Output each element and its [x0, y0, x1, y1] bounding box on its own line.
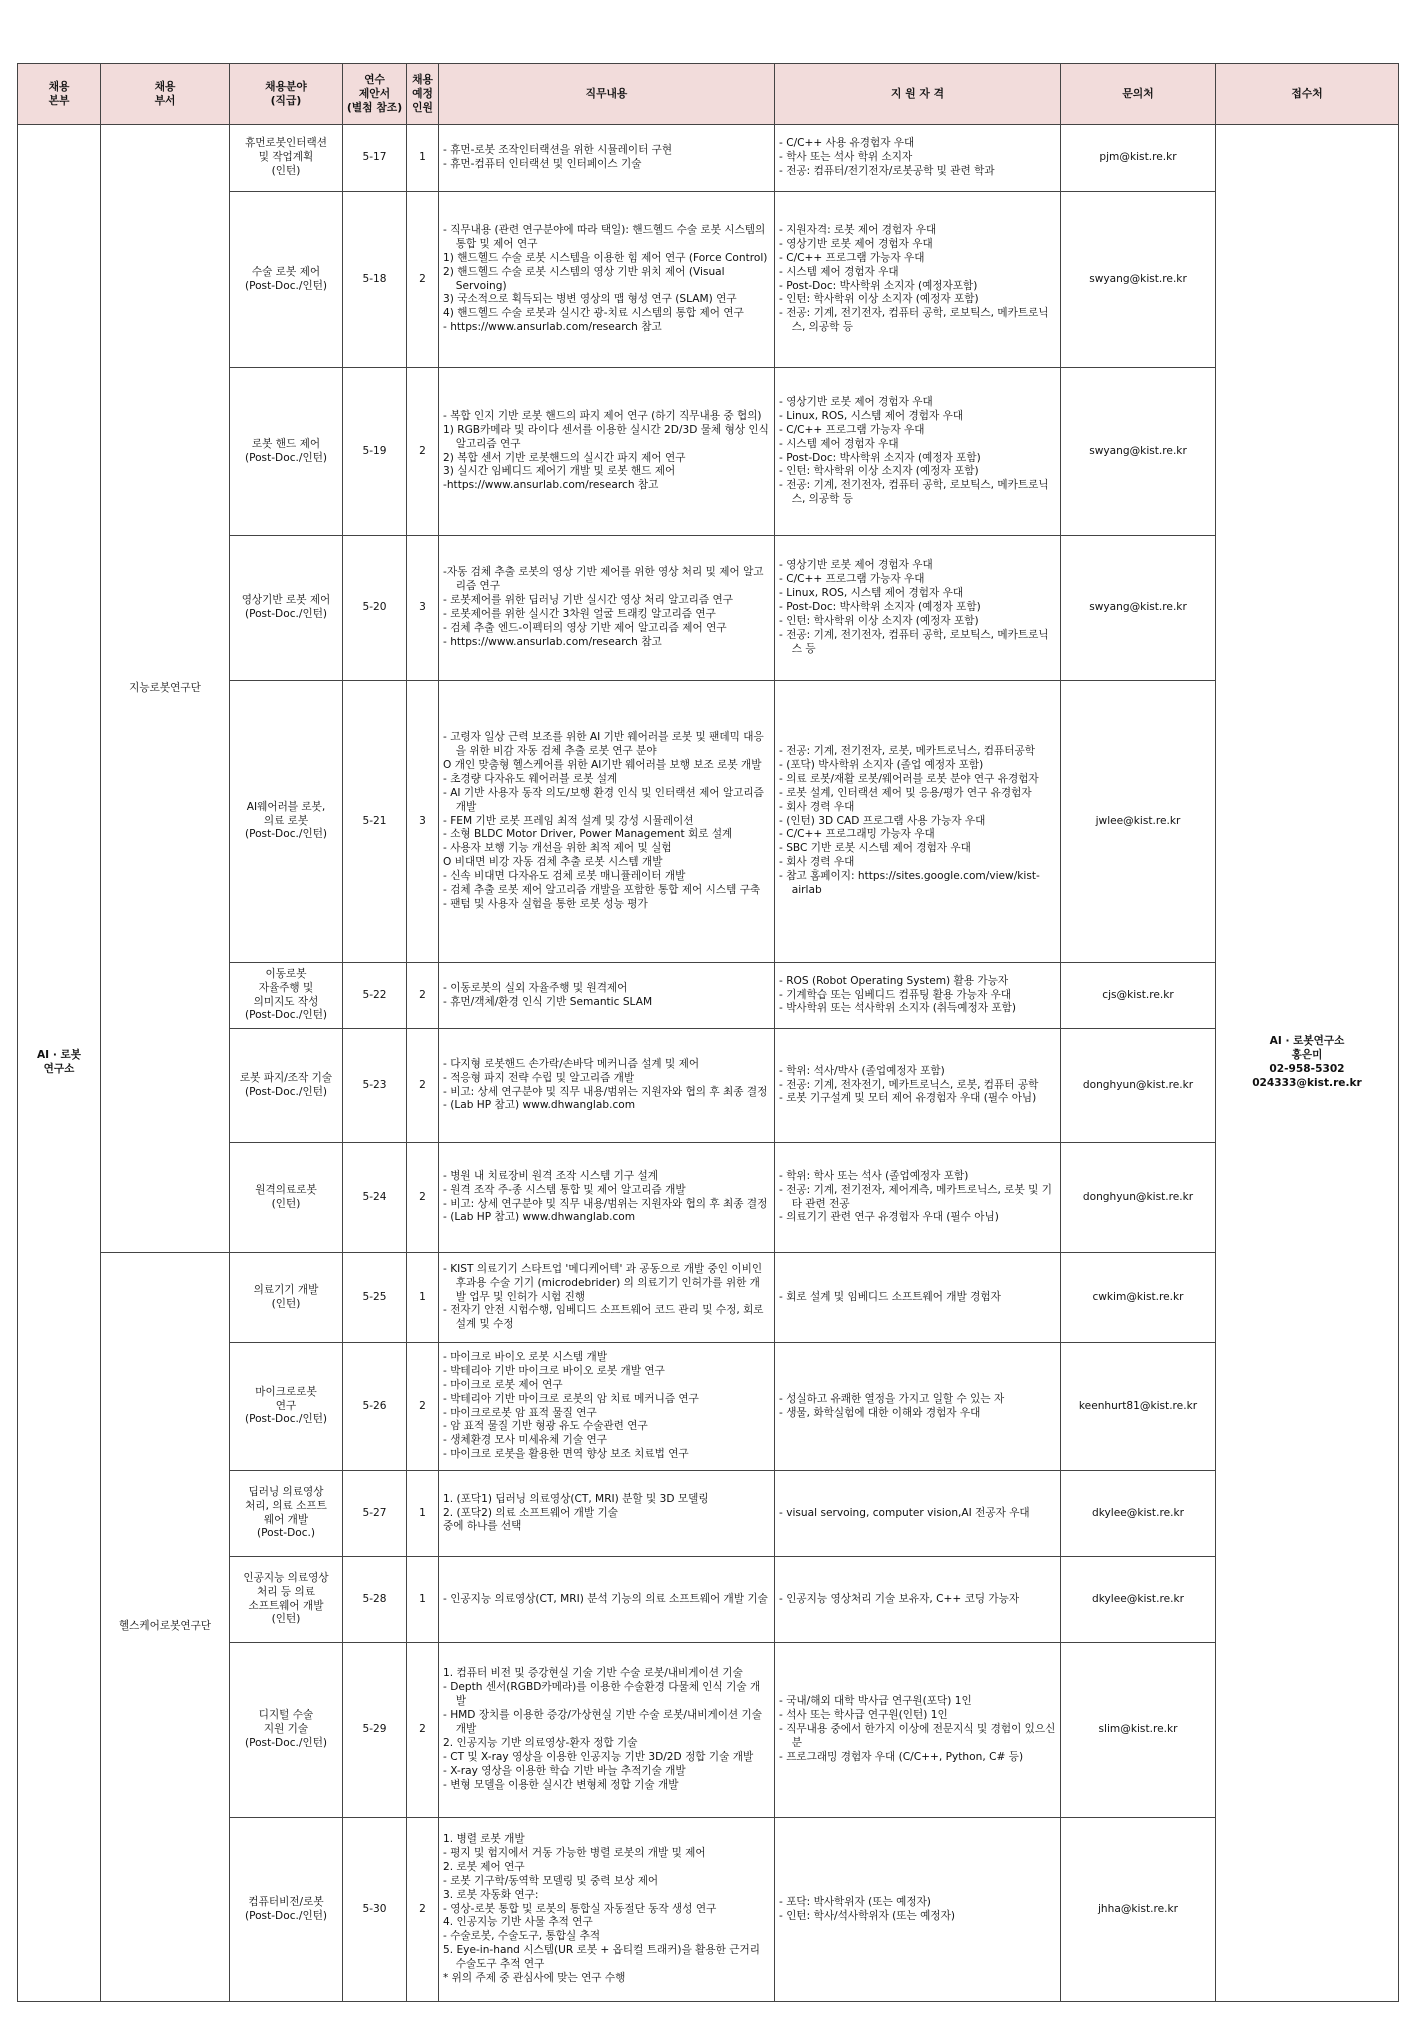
contact-cell: jhha@kist.re.kr	[1061, 1818, 1216, 2002]
duty-cell-line: - 평지 및 험지에서 거동 가능한 병렬 로봇의 개발 및 제어	[443, 1846, 706, 1859]
field-cell: AI웨어러블 로봇, 의료 로봇 (Post-Doc./인턴)	[230, 681, 343, 963]
count-cell: 2	[407, 963, 439, 1029]
qual-cell	[775, 536, 1061, 681]
duty-cell-line: 5. Eye-in-hand 시스템(UR 로봇 + 옵티컬 트래커)을 활용한 근거리 수술도구 추적 연구	[443, 1944, 760, 1971]
duty-cell-line: - 소형 BLDC Motor Driver, Power Management 회로 설계	[443, 828, 733, 841]
duty-cell-line: - KIST 의료기기 스타트업 '메디케어텍' 과 공동으로 개발 중인 이비인후과용 수술 기기 (microdebrider) 의 의료기기 인허가를 위한 개발 업무 및 인허가 시험 진행	[443, 1262, 763, 1303]
contact-cell: keenhurt81@kist.re.kr	[1061, 1343, 1216, 1471]
field-cell: 영상기반 로봇 제어 (Post-Doc./인턴)	[230, 536, 343, 681]
table-row	[18, 125, 1399, 192]
duty-cell-line: - 초경량 다자유도 웨어러블 로봇 설계	[443, 772, 618, 785]
duty-cell-line: - 검체 추출 로봇 제어 알고리즘 개발을 포함한 통합 제어 시스템 구축	[443, 884, 761, 897]
count-cell: 3	[407, 681, 439, 963]
duty-cell-line: 2. (포닥2) 의료 소프트웨어 개발 기술	[443, 1506, 618, 1519]
qual-cell-line: - C/C++ 프로그래밍 가능자 우대	[779, 828, 935, 841]
duty-cell-line: - 원격 조작 주-종 시스템 통합 및 제어 알고리즘 개발	[443, 1183, 686, 1196]
qual-cell-line: - 인턴: 학사학위 이상 소지자 (예정자 포함)	[779, 465, 979, 478]
field-cell: 딥러닝 의료영상 처리, 의료 소프트 웨어 개발 (Post-Doc.)	[230, 1471, 343, 1557]
qual-cell-line: - 회사 경력 우대	[779, 856, 855, 869]
qual-cell-line: - 로봇 설계, 인터랙션 제어 및 응용/평가 연구 유경험자	[779, 786, 1032, 799]
qual-cell-line: - 인공지능 영상처리 기술 보유자, C++ 코딩 가능자	[779, 1592, 1020, 1605]
header-code: 연수 제안서 (별첨 참조)	[343, 64, 407, 125]
duty-cell-line: - FEM 기반 로봇 프레임 최적 설계 및 강성 시뮬레이션	[443, 814, 694, 827]
count-cell: 1	[407, 1471, 439, 1557]
duty-cell-line: 3) 실시간 임베디드 제어기 개발 및 로봇 핸드 제어	[443, 465, 676, 478]
duty-cell-line: - 복합 인지 기반 로봇 핸드의 파지 제어 연구 (하기 직무내용 중 협의)	[443, 409, 762, 422]
code-cell: 5-30	[343, 1818, 407, 2002]
contact-cell: cjs@kist.re.kr	[1061, 963, 1216, 1029]
duty-cell	[439, 1143, 775, 1253]
qual-cell-line: - 영상기반 로봇 제어 경험자 우대	[779, 395, 933, 408]
qual-cell-line: - visual servoing, computer vision,AI 전공자 우대	[779, 1506, 1030, 1519]
qual-cell	[775, 1253, 1061, 1343]
count-cell: 3	[407, 536, 439, 681]
field-cell: 의료기기 개발 (인턴)	[230, 1253, 343, 1343]
duty-cell-line: - 마이크로 로봇을 활용한 면역 향상 보조 치료법 연구	[443, 1448, 689, 1461]
qual-cell-line: - 참고 홈페이지: https://sites.google.com/view/kist-airlab	[779, 870, 1040, 897]
qual-cell	[775, 1143, 1061, 1253]
duty-cell-line: - HMD 장치를 이용한 증강/가상현실 기반 수술 로봇/내비게이션 기술 개발	[443, 1709, 763, 1736]
qual-cell-line: - 전공: 기계, 전기전자, 컴퓨터 공학, 로보틱스, 메카트로닉스 등	[779, 628, 1049, 655]
count-cell: 2	[407, 1029, 439, 1143]
duty-cell-line: - 박테리아 기반 마이크로 바이오 로봇 개발 연구	[443, 1364, 665, 1377]
contact-cell: swyang@kist.re.kr	[1061, 368, 1216, 536]
qual-cell-line: - 영상기반 로봇 제어 경험자 우대	[779, 559, 933, 572]
duty-cell-line: - 비고: 상세 연구분야 및 직무 내용/범위는 지원자와 협의 후 최종 결정	[443, 1197, 768, 1210]
duty-cell-line: - Depth 센서(RGBD카메라)를 이용한 수술환경 다물체 인식 기술 개발	[443, 1681, 761, 1708]
field-cell: 로봇 파지/조작 기술 (Post-Doc./인턴)	[230, 1029, 343, 1143]
header-dept: 채용 부서	[101, 64, 230, 125]
duty-cell-line: - 적응형 파지 전략 수립 및 알고리즘 개발	[443, 1071, 635, 1084]
duty-cell	[439, 192, 775, 368]
count-cell: 1	[407, 125, 439, 192]
duty-cell-line: 4) 핸드헬드 수술 로봇과 실시간 광-치료 시스템의 통합 제어 연구	[443, 307, 744, 320]
qual-cell	[775, 368, 1061, 536]
qual-cell	[775, 192, 1061, 368]
qual-cell	[775, 1557, 1061, 1643]
header-contact: 문의처	[1061, 64, 1216, 125]
duty-cell-line: - 휴먼-로봇 조작인터랙션을 위한 시뮬레이터 구현	[443, 144, 673, 157]
code-cell: 5-19	[343, 368, 407, 536]
code-cell: 5-22	[343, 963, 407, 1029]
duty-cell-line: - AI 기반 사용자 동작 의도/보행 환경 인식 및 인터랙션 제어 알고리즘 개발	[443, 786, 764, 813]
qual-cell-line: - 전공: 기계, 전기전자, 제어계측, 메카트로닉스, 로봇 및 기타 관련 전공	[779, 1183, 1052, 1210]
header-qual: 지 원 자 격	[775, 64, 1061, 125]
duty-cell-line: - 사용자 보행 기능 개선을 위한 최적 제어 및 실험	[443, 842, 672, 855]
duty-cell	[439, 125, 775, 192]
duty-cell	[439, 1253, 775, 1343]
qual-cell-line: - 인턴: 학사학위 이상 소지자 (예정자 포함)	[779, 293, 979, 306]
code-cell: 5-25	[343, 1253, 407, 1343]
code-cell: 5-26	[343, 1343, 407, 1471]
qual-cell-line: - 포닥: 박사학위자 (또는 예정자)	[779, 1895, 931, 1908]
duty-cell-line: - 박테리아 기반 마이크로 로봇의 암 치료 메커니즘 연구	[443, 1392, 699, 1405]
code-cell: 5-20	[343, 536, 407, 681]
header-row	[18, 64, 1399, 125]
header-count: 채용 예정 인원	[407, 64, 439, 125]
qual-cell	[775, 1029, 1061, 1143]
receipt-cell: AI · 로봇연구소 홍은미 02-958-5302 024333@kist.re.kr	[1216, 125, 1399, 2002]
dept-cell: 지능로봇연구단	[101, 125, 230, 1253]
qual-cell	[775, 1471, 1061, 1557]
qual-cell-line: - 박사학위 또는 석사학위 소지자 (취득예정자 포함)	[779, 1002, 1016, 1015]
qual-cell	[775, 963, 1061, 1029]
duty-cell-line: 3) 국소적으로 획득되는 병변 영상의 맵 형성 연구 (SLAM) 연구	[443, 293, 737, 306]
qual-cell-line: - 지원자격: 로봇 제어 경험자 우대	[779, 223, 937, 236]
header-field: 채용분야 (직급)	[230, 64, 343, 125]
dept-cell: 헬스케어로봇연구단	[101, 1253, 230, 2002]
duty-cell-line: - 암 표적 물질 기반 형광 유도 수술관련 연구	[443, 1420, 648, 1433]
table-row	[18, 1253, 1399, 1343]
qual-cell-line: - 학사 또는 석사 학위 소지자	[779, 151, 913, 164]
duty-cell	[439, 681, 775, 963]
qual-cell-line: - 전공: 기계, 전기전자, 로봇, 메카트로닉스, 컴퓨터공학	[779, 744, 1035, 757]
duty-cell-line: - 수술로봇, 수술도구, 통합실 추적	[443, 1930, 601, 1943]
duty-cell-line: - (Lab HP 참고) www.dhwanglab.com	[443, 1211, 636, 1224]
contact-cell: donghyun@kist.re.kr	[1061, 1143, 1216, 1253]
duty-cell-line: - https://www.ansurlab.com/research 참고	[443, 321, 662, 334]
qual-cell-line: - 의료 로봇/재활 로봇/웨어러블 로봇 분야 연구 유경험자	[779, 772, 1039, 785]
code-cell: 5-18	[343, 192, 407, 368]
duty-cell-line: - 전자기 안전 시험수행, 임베디드 소프트웨어 코드 관리 및 수정, 회로 설계 및 수정	[443, 1304, 764, 1331]
count-cell: 1	[407, 1557, 439, 1643]
duty-cell-line: 2) 핸드헬드 수술 로봇 시스템의 영상 기반 위치 제어 (Visual Servoing)	[443, 265, 725, 292]
qual-cell	[775, 1818, 1061, 2002]
duty-cell-line: 1) 핸드헬드 수술 로봇 시스템을 이용한 힘 제어 연구 (Force Control)	[443, 251, 768, 264]
duty-cell	[439, 1643, 775, 1818]
qual-cell-line: - Post-Doc: 박사학위 소지자 (예정자 포함)	[779, 451, 981, 464]
qual-cell-line: - 인턴: 학사학위 이상 소지자 (예정자 포함)	[779, 614, 979, 627]
qual-cell-line: - 영상기반 로봇 제어 경험자 우대	[779, 237, 933, 250]
code-cell: 5-21	[343, 681, 407, 963]
duty-cell-line: - X-ray 영상을 이용한 학습 기반 바늘 추적기술 개발	[443, 1764, 686, 1777]
qual-cell-line: - C/C++ 프로그램 가능자 우대	[779, 251, 925, 264]
duty-cell-line: - 로봇제어를 위한 딥러닝 기반 실시간 영상 처리 알고리즘 연구	[443, 594, 733, 607]
duty-cell-line: - 병원 내 치료장비 원격 조작 시스템 기구 설계	[443, 1169, 658, 1182]
code-cell: 5-23	[343, 1029, 407, 1143]
duty-cell	[439, 368, 775, 536]
qual-cell-line: - ROS (Robot Operating System) 활용 가능자	[779, 974, 1009, 987]
duty-cell-line: * 위의 주제 중 관심사에 맞는 연구 수행	[443, 1972, 626, 1985]
job-table	[17, 63, 1399, 2002]
code-cell: 5-24	[343, 1143, 407, 1253]
qual-cell-line: - 직무내용 중에서 한가지 이상에 전문지식 및 경험이 있으신 분	[779, 1723, 1056, 1749]
field-cell: 컴퓨터비전/로봇 (Post-Doc./인턴)	[230, 1818, 343, 2002]
qual-cell	[775, 125, 1061, 192]
contact-cell: swyang@kist.re.kr	[1061, 192, 1216, 368]
header-unit: 채용 본부	[18, 64, 101, 125]
duty-cell-line: - 다지형 로봇핸드 손가락/손바닥 메커니즘 설계 및 제어	[443, 1057, 700, 1070]
qual-cell-line: - 시스템 제어 경험자 우대	[779, 437, 899, 450]
duty-cell-line: - 마이크로 로봇 제어 연구	[443, 1378, 563, 1391]
duty-cell-line: - 휴먼/객체/환경 인식 기반 Semantic SLAM	[443, 995, 653, 1008]
qual-cell-line: - 전공: 기계, 전기전자, 컴퓨터 공학, 로보틱스, 메카트로닉스, 의공학 등	[779, 479, 1049, 506]
field-cell: 로봇 핸드 제어 (Post-Doc./인턴)	[230, 368, 343, 536]
qual-cell-line: - 전공: 기계, 전기전자, 컴퓨터 공학, 로보틱스, 메카트로닉스, 의공학 등	[779, 307, 1049, 334]
field-cell: 휴먼로봇인터랙션 및 작업계획 (인턴)	[230, 125, 343, 192]
duty-cell-line: 3. 로봇 자동화 연구:	[443, 1888, 539, 1901]
duty-cell-line: O 비대면 비강 자동 검체 추출 로봇 시스템 개발	[443, 856, 663, 869]
qual-cell	[775, 1343, 1061, 1471]
duty-cell	[439, 1471, 775, 1557]
field-cell: 수술 로봇 제어 (Post-Doc./인턴)	[230, 192, 343, 368]
qual-cell-line: - 성실하고 유쾌한 열정을 가지고 일할 수 있는 자	[779, 1392, 1005, 1405]
code-cell: 5-29	[343, 1643, 407, 1818]
code-cell: 5-27	[343, 1471, 407, 1557]
duty-cell-line: - 비고: 상세 연구분야 및 직무 내용/범위는 지원자와 협의 후 최종 결정	[443, 1085, 768, 1098]
unit-cell: AI · 로봇 연구소	[18, 125, 101, 2002]
qual-cell-line: - 학위: 석사/박사 (졸업예정자 포함)	[779, 1064, 945, 1077]
duty-cell-line: -자동 검체 추출 로봇의 영상 기반 제어를 위한 영상 처리 및 제어 알고리즘 연구	[443, 566, 764, 593]
duty-cell	[439, 1029, 775, 1143]
header-duty: 직무내용	[439, 64, 775, 125]
qual-cell-line: - SBC 기반 로봇 시스템 제어 경험자 우대	[779, 842, 971, 855]
qual-cell-line: - 생물, 화학실험에 대한 이해와 경험자 우대	[779, 1406, 981, 1419]
duty-cell-line: - 직무내용 (관련 연구분야에 따라 택일): 핸드헬드 수술 로봇 시스템의 통합 및 제어 연구	[443, 223, 766, 250]
duty-cell-line: -https://www.ansurlab.com/research 참고	[443, 479, 659, 492]
duty-cell-line: - 변형 모델을 이용한 실시간 변형체 정합 기술 개발	[443, 1778, 679, 1791]
duty-cell-line: - 로봇제어를 위한 실시간 3차원 얼굴 트래킹 알고리즘 연구	[443, 608, 716, 620]
count-cell: 2	[407, 192, 439, 368]
qual-cell-line: - 인턴: 학사/석사학위자 (또는 예정자)	[779, 1909, 955, 1922]
duty-cell	[439, 1818, 775, 2002]
field-cell: 마이크로로봇 연구 (Post-Doc./인턴)	[230, 1343, 343, 1471]
qual-cell-line: - (포닥) 박사학위 소지자 (졸업 예정자 포함)	[779, 758, 984, 771]
qual-cell-line: - 의료기기 관련 연구 유경험자 우대 (필수 아님)	[779, 1211, 999, 1224]
contact-cell: jwlee@kist.re.kr	[1061, 681, 1216, 963]
qual-cell-line: - 기계학습 또는 임베디드 컴퓨팅 활용 가능자 우대	[779, 988, 1012, 1001]
count-cell: 2	[407, 368, 439, 536]
duty-cell-line: - 검체 추출 엔드-이펙터의 영상 기반 제어 알고리즘 제어 연구	[443, 621, 727, 634]
qual-cell	[775, 681, 1061, 963]
contact-cell: swyang@kist.re.kr	[1061, 536, 1216, 681]
duty-cell-line: - 고령자 일상 근력 보조를 위한 AI 기반 웨어러블 로봇 및 팬데믹 대응을 위한 비감 자동 검체 추출 로봇 연구 분야	[443, 730, 764, 757]
qual-cell-line: - Linux, ROS, 시스템 제어 경험자 우대	[779, 587, 964, 600]
duty-cell	[439, 536, 775, 681]
duty-cell-line: O 개인 맞춤형 헬스케어를 위한 AI기반 웨어러블 보행 보조 로봇 개발	[443, 758, 762, 771]
qual-cell-line: - Linux, ROS, 시스템 제어 경험자 우대	[779, 409, 964, 422]
qual-cell-line: - C/C++ 사용 유경험자 우대	[779, 137, 915, 150]
duty-cell-line: - (Lab HP 참고) www.dhwanglab.com	[443, 1099, 636, 1112]
duty-cell-line: 2) 복합 센서 기반 로봇핸드의 실시간 파지 제어 연구	[443, 451, 686, 464]
contact-cell: dkylee@kist.re.kr	[1061, 1471, 1216, 1557]
duty-cell	[439, 1557, 775, 1643]
count-cell: 1	[407, 1253, 439, 1343]
count-cell: 2	[407, 1818, 439, 2002]
count-cell: 2	[407, 1143, 439, 1253]
field-cell: 원격의료로봇 (인턴)	[230, 1143, 343, 1253]
field-cell: 인공지능 의료영상 처리 등 의료 소프트웨어 개발 (인턴)	[230, 1557, 343, 1643]
duty-cell-line: - 이동로봇의 실외 자율주행 및 원격제어	[443, 981, 628, 994]
duty-cell-line: - https://www.ansurlab.com/research 참고	[443, 635, 662, 648]
duty-cell-line: - 인공지능 의료영상(CT, MRI) 분석 기능의 의료 소프트웨어 개발 기술	[443, 1592, 768, 1605]
contact-cell: slim@kist.re.kr	[1061, 1643, 1216, 1818]
duty-cell	[439, 1343, 775, 1471]
contact-cell: cwkim@kist.re.kr	[1061, 1253, 1216, 1343]
duty-cell-line: - 로봇 기구학/동역학 모델링 및 중력 보상 제어	[443, 1874, 659, 1887]
duty-cell-line: 1. (포닥1) 딥러닝 의료영상(CT, MRI) 분할 및 3D 모델링	[443, 1492, 709, 1505]
qual-cell-line: - (인턴) 3D CAD 프로그램 사용 가능자 우대	[779, 814, 986, 827]
duty-cell	[439, 963, 775, 1029]
code-cell: 5-17	[343, 125, 407, 192]
duty-cell-line: - 생체환경 모사 미세유체 기술 연구	[443, 1434, 607, 1447]
qual-cell-line: - 프로그래밍 경험자 우대 (C/C++, Python, C# 등)	[779, 1750, 1024, 1763]
header-receipt: 접수처	[1216, 64, 1399, 125]
duty-cell-line: - 영상-로봇 통합 및 로봇의 통합실 자동절단 동작 생성 연구	[443, 1902, 717, 1915]
duty-cell-line: 2. 로봇 제어 연구	[443, 1860, 525, 1873]
qual-cell-line: - 시스템 제어 경험자 우대	[779, 265, 899, 278]
qual-cell-line: - 회로 설계 및 임베디드 소프트웨어 개발 경험자	[779, 1290, 1001, 1303]
qual-cell-line: - 전공: 컴퓨터/전기전자/로봇공학 및 관련 학과	[779, 164, 995, 177]
duty-cell-line: 1. 컴퓨터 비전 및 증강현실 기술 기반 수술 로봇/내비게이션 기술	[443, 1667, 743, 1680]
contact-cell: dkylee@kist.re.kr	[1061, 1557, 1216, 1643]
duty-cell-line: - CT 및 X-ray 영상을 이용한 인공지능 기반 3D/2D 정합 기술 개발	[443, 1750, 754, 1763]
qual-cell-line: - Post-Doc: 박사학위 소지자 (예정자 포함)	[779, 601, 981, 614]
code-cell: 5-28	[343, 1557, 407, 1643]
contact-cell: pjm@kist.re.kr	[1061, 125, 1216, 192]
qual-cell	[775, 1643, 1061, 1818]
qual-cell-line: - Post-Doc: 박사학위 소지자 (예정자포함)	[779, 279, 978, 292]
qual-cell-line: - 전공: 기계, 전자전기, 메카트로닉스, 로봇, 컴퓨터 공학	[779, 1078, 1039, 1091]
field-cell: 이동로봇 자율주행 및 의미지도 작성 (Post-Doc./인턴)	[230, 963, 343, 1029]
qual-cell-line: - C/C++ 프로그램 가능자 우대	[779, 423, 925, 436]
contact-cell: donghyun@kist.re.kr	[1061, 1029, 1216, 1143]
duty-cell-line: - 신속 비대면 다자유도 검체 로봇 매니퓰레이터 개발	[443, 870, 686, 883]
duty-cell-line: 2. 인공지능 기반 의료영상-환자 정합 기술	[443, 1736, 638, 1749]
duty-cell-line: - 마이크로로봇 암 표적 물질 연구	[443, 1406, 597, 1419]
qual-cell-line: - 학위: 학사 또는 석사 (졸업예정자 포함)	[779, 1169, 969, 1182]
duty-cell-line: 1) RGB카메라 및 라이다 센서를 이용한 실시간 2D/3D 물체 형상 인식 알고리즘 연구	[443, 423, 769, 450]
qual-cell-line: - 로봇 기구설계 및 모터 제어 유경험자 우대 (필수 아님)	[779, 1092, 1037, 1105]
count-cell: 2	[407, 1643, 439, 1818]
duty-cell-line: 중에 하나를 선택	[443, 1520, 522, 1533]
qual-cell-line: - 석사 또는 학사급 연구원(인턴) 1인	[779, 1709, 948, 1722]
duty-cell-line: - 휴먼-컴퓨터 인터랙션 및 인터페이스 기술	[443, 158, 642, 170]
count-cell: 2	[407, 1343, 439, 1471]
duty-cell-line: - 마이크로 바이오 로봇 시스템 개발	[443, 1350, 607, 1363]
qual-cell-line: - C/C++ 프로그램 가능자 우대	[779, 573, 925, 586]
duty-cell-line: - 팬텀 및 사용자 실험을 통한 로봇 성능 평가	[443, 898, 648, 911]
qual-cell-line: - 회사 경력 우대	[779, 800, 855, 813]
duty-cell-line: 4. 인공지능 기반 사물 추적 연구	[443, 1916, 593, 1929]
duty-cell-line: 1. 병렬 로봇 개발	[443, 1832, 525, 1845]
qual-cell-line: - 국내/해외 대학 박사급 연구원(포닥) 1인	[779, 1695, 972, 1708]
field-cell: 디지털 수술 지원 기술 (Post-Doc./인턴)	[230, 1643, 343, 1818]
